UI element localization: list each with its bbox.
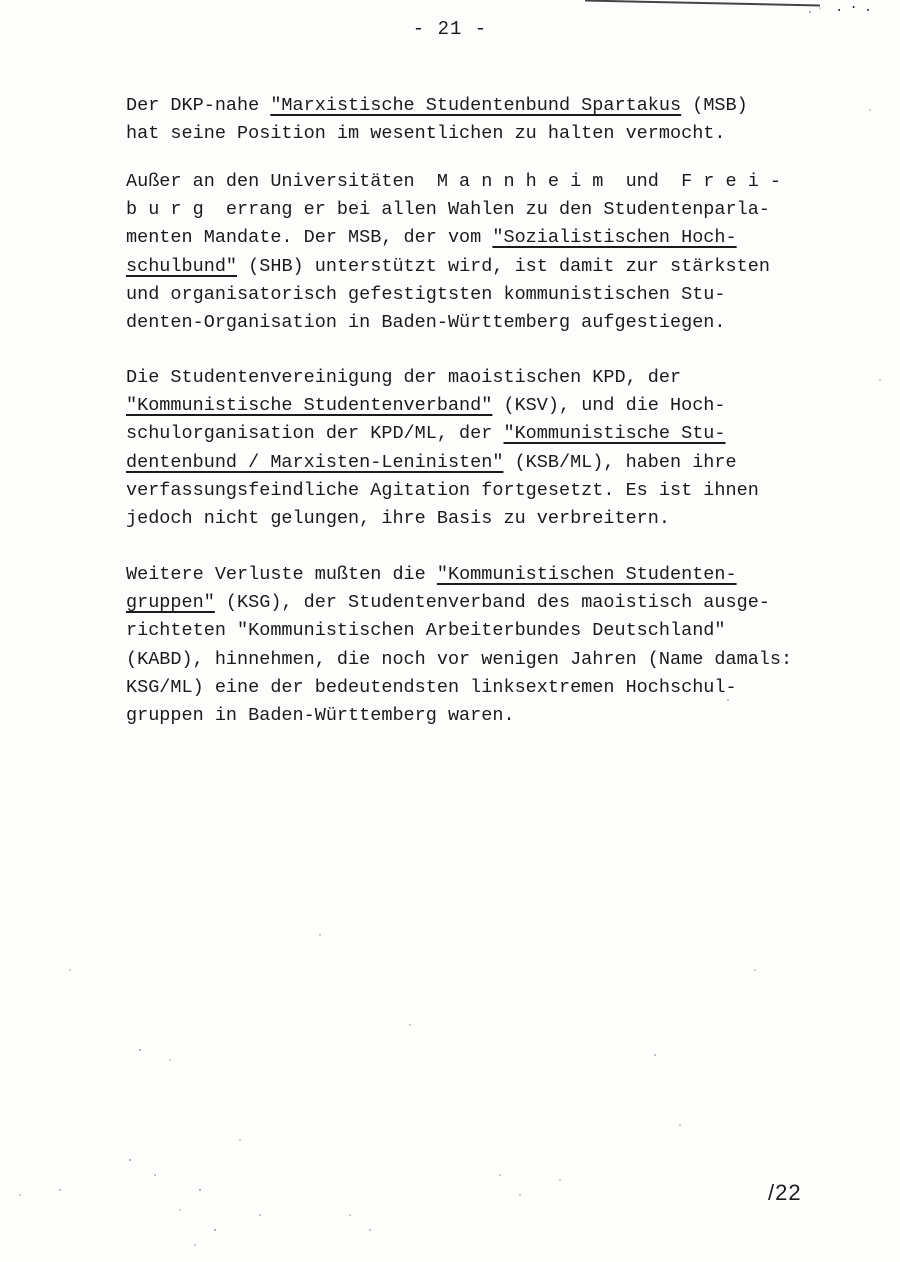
text-segment: Die Studentenvereinigung der maoistischen KPD, der [126,367,682,388]
text-segment: (SHB) unterstützt wird, ist damit zur stärksten [237,255,770,277]
scan-dots-mark: .·. [835,0,879,16]
text-segment: (KSG), der Studentenverband des maoistisch ausge- [214,592,770,614]
text-segment: denten-Organisation in Baden-Württemberg aufgestiegen. [126,312,726,334]
text-segment: und organisatorisch gefestigtsten kommunistischen Stu- [126,283,726,305]
underlined-term: gruppen" [126,592,215,614]
text-segment: hat seine Position im wesentlichen zu halten vermocht. [126,123,726,145]
text-segment: menten Mandate. Der MSB, der vom [126,227,493,249]
paragraph-msb [126,92,846,148]
underlined-term: dentenbund / Marxisten-Leninisten" [126,451,504,473]
text-segment: schulorganisation der KPD/ML, der [126,423,504,445]
underlined-term: "Kommunistische Stu- [503,423,726,445]
paragraph-ksv-ksb [126,364,846,533]
text-segment: Weitere Verluste mußten die [126,564,437,585]
text-segment: KSG/ML) eine der bedeutendsten linksextremen Hochschul- [126,676,737,698]
text-segment: b u r g errang er bei allen Wahlen zu den Studentenparla- [126,199,770,221]
paragraph-ksg-kabd [126,561,846,730]
page-number: - 21 - [412,18,488,40]
text-segment: (KSB/ML), haben ihre [503,451,737,473]
underlined-term: "Kommunistischen Studenten- [436,564,737,585]
top-scan-mark [585,0,879,16]
underlined-term: "Kommunistische Studentenverband" [126,395,493,417]
paragraph-mandate [126,168,846,337]
text-segment: gruppen in Baden-Württemberg waren. [126,705,515,727]
underlined-term: "Marxistische Studentenbund Spartakus [270,95,682,116]
text-segment: jedoch nicht gelungen, ihre Basis zu verbreitern. [126,508,670,530]
text-segment: Der DKP-nahe [126,95,271,116]
text-segment: Außer an den Universitäten M a n n h e i m und F r e i - [126,171,782,192]
text-segment: richteten "Kommunistischen Arbeiterbundes Deutschland" [126,620,726,642]
text-segment: (KABD), hinnehmen, die noch vor wenigen Jahren (Name damals: [126,648,793,670]
text-segment: (MSB) [681,95,748,116]
text-segment: (KSV), und die Hoch- [492,395,726,417]
text-segment: verfassungsfeindliche Agitation fortgesetzt. Es ist ihnen [126,479,759,501]
next-page-marker: /22 [768,1180,802,1205]
underlined-term: schulbund" [126,255,238,277]
scan-line-mark [585,0,820,6]
underlined-term: "Sozialistischen Hoch- [492,227,737,249]
